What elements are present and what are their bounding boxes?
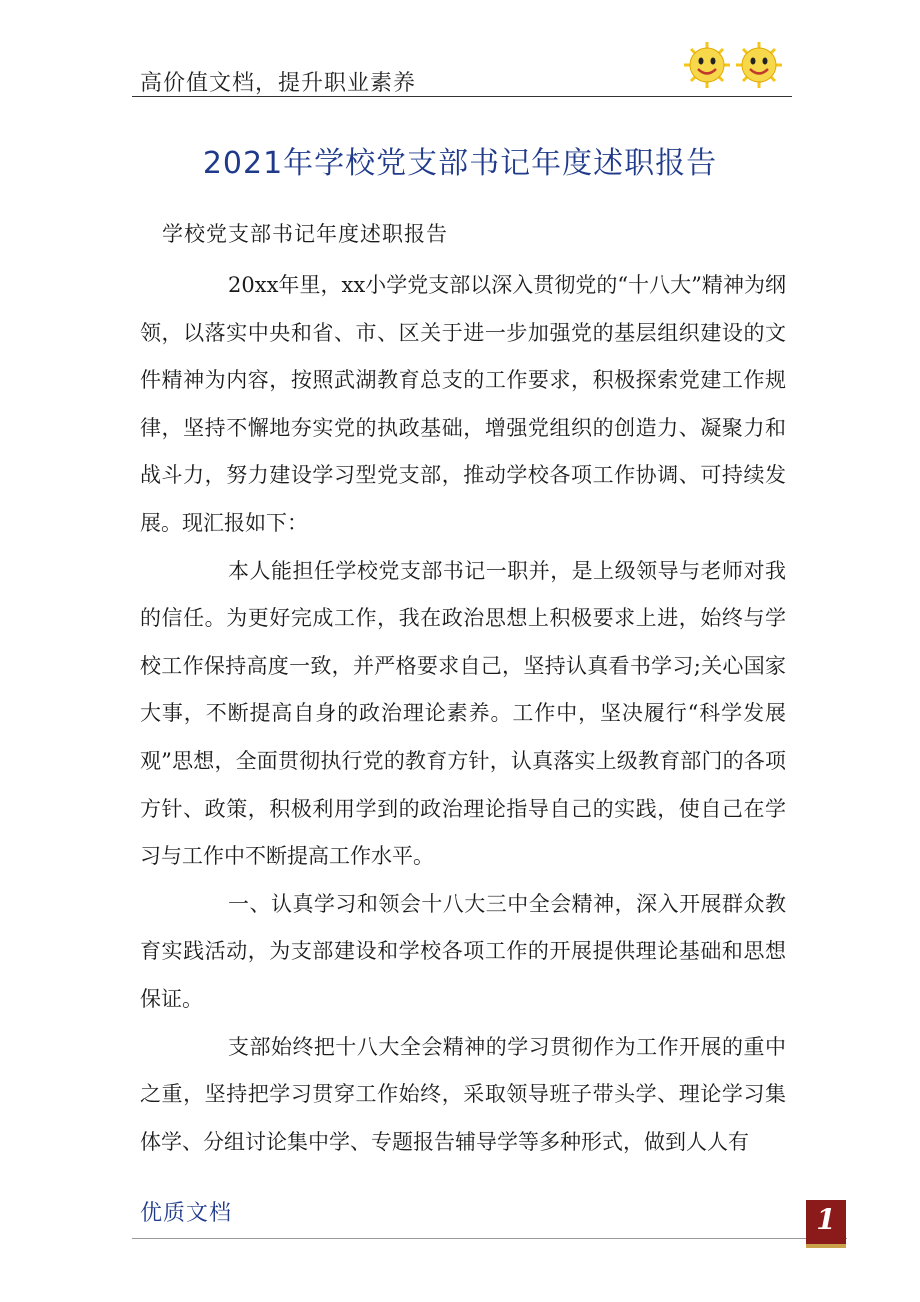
header-divider	[132, 96, 792, 97]
footer-label: 优质文档	[140, 1201, 233, 1226]
paragraph: 一、认真学习和领会十八大三中全会精神，深入开展群众教育实践活动，为支部建设和学校各项工作的开展提供理论基础和思想保证。	[140, 891, 786, 1011]
document-subtitle: 学校党支部书记年度述职报告	[162, 222, 448, 246]
footer-divider	[132, 1238, 847, 1239]
document-title: 2021年学校党支部书记年度述职报告	[202, 146, 718, 181]
paragraph: 支部始终把十八大全会精神的学习贯彻作为工作开展的重中之重，坚持把学习贯穿工作始终，采取领导班子带头学、理论学习集体学、分组讨论集中学、专题报告辅导学等多种形式，做到人人有	[140, 1034, 786, 1154]
smiley-face-icon	[734, 40, 784, 90]
smiley-face-icon	[682, 40, 732, 90]
page-number-badge: 1	[806, 1200, 846, 1248]
header-slogan: 高价值文档，提升职业素养	[140, 71, 417, 96]
paragraph: 20xx年里，xx小学党支部以深入贯彻党的“十八大”精神为纲领，以落实中央和省、市、区关于进一步加强党的基层组织建设的文件精神为内容，按照武湖教育总支的工作要求，积极探索党建工作规律，坚持不懈地夯实党的执政基础，增强党组织的创造力、凝聚力和战斗力，努力建设学习型党支部，推动学校各项工作协调、可持续发展。现汇报如下：	[140, 273, 786, 535]
paragraph: 本人能担任学校党支部书记一职并，是上级领导与老师对我的信任。为更好完成工作，我在政治思想上积极要求上进，始终与学校工作保持高度一致，并严格要求自己，坚持认真看书学习;关心国家大事，不断提高自身的政治理论素养。工作中，坚决履行“科学发展观”思想，全面贯彻执行党的教育方针，认真落实上级教育部门的各项方针、政策，积极利用学到的政治理论指导自己的实践，使自己在学习与工作中不断提高工作水平。	[140, 558, 786, 869]
document-body	[140, 262, 786, 1166]
